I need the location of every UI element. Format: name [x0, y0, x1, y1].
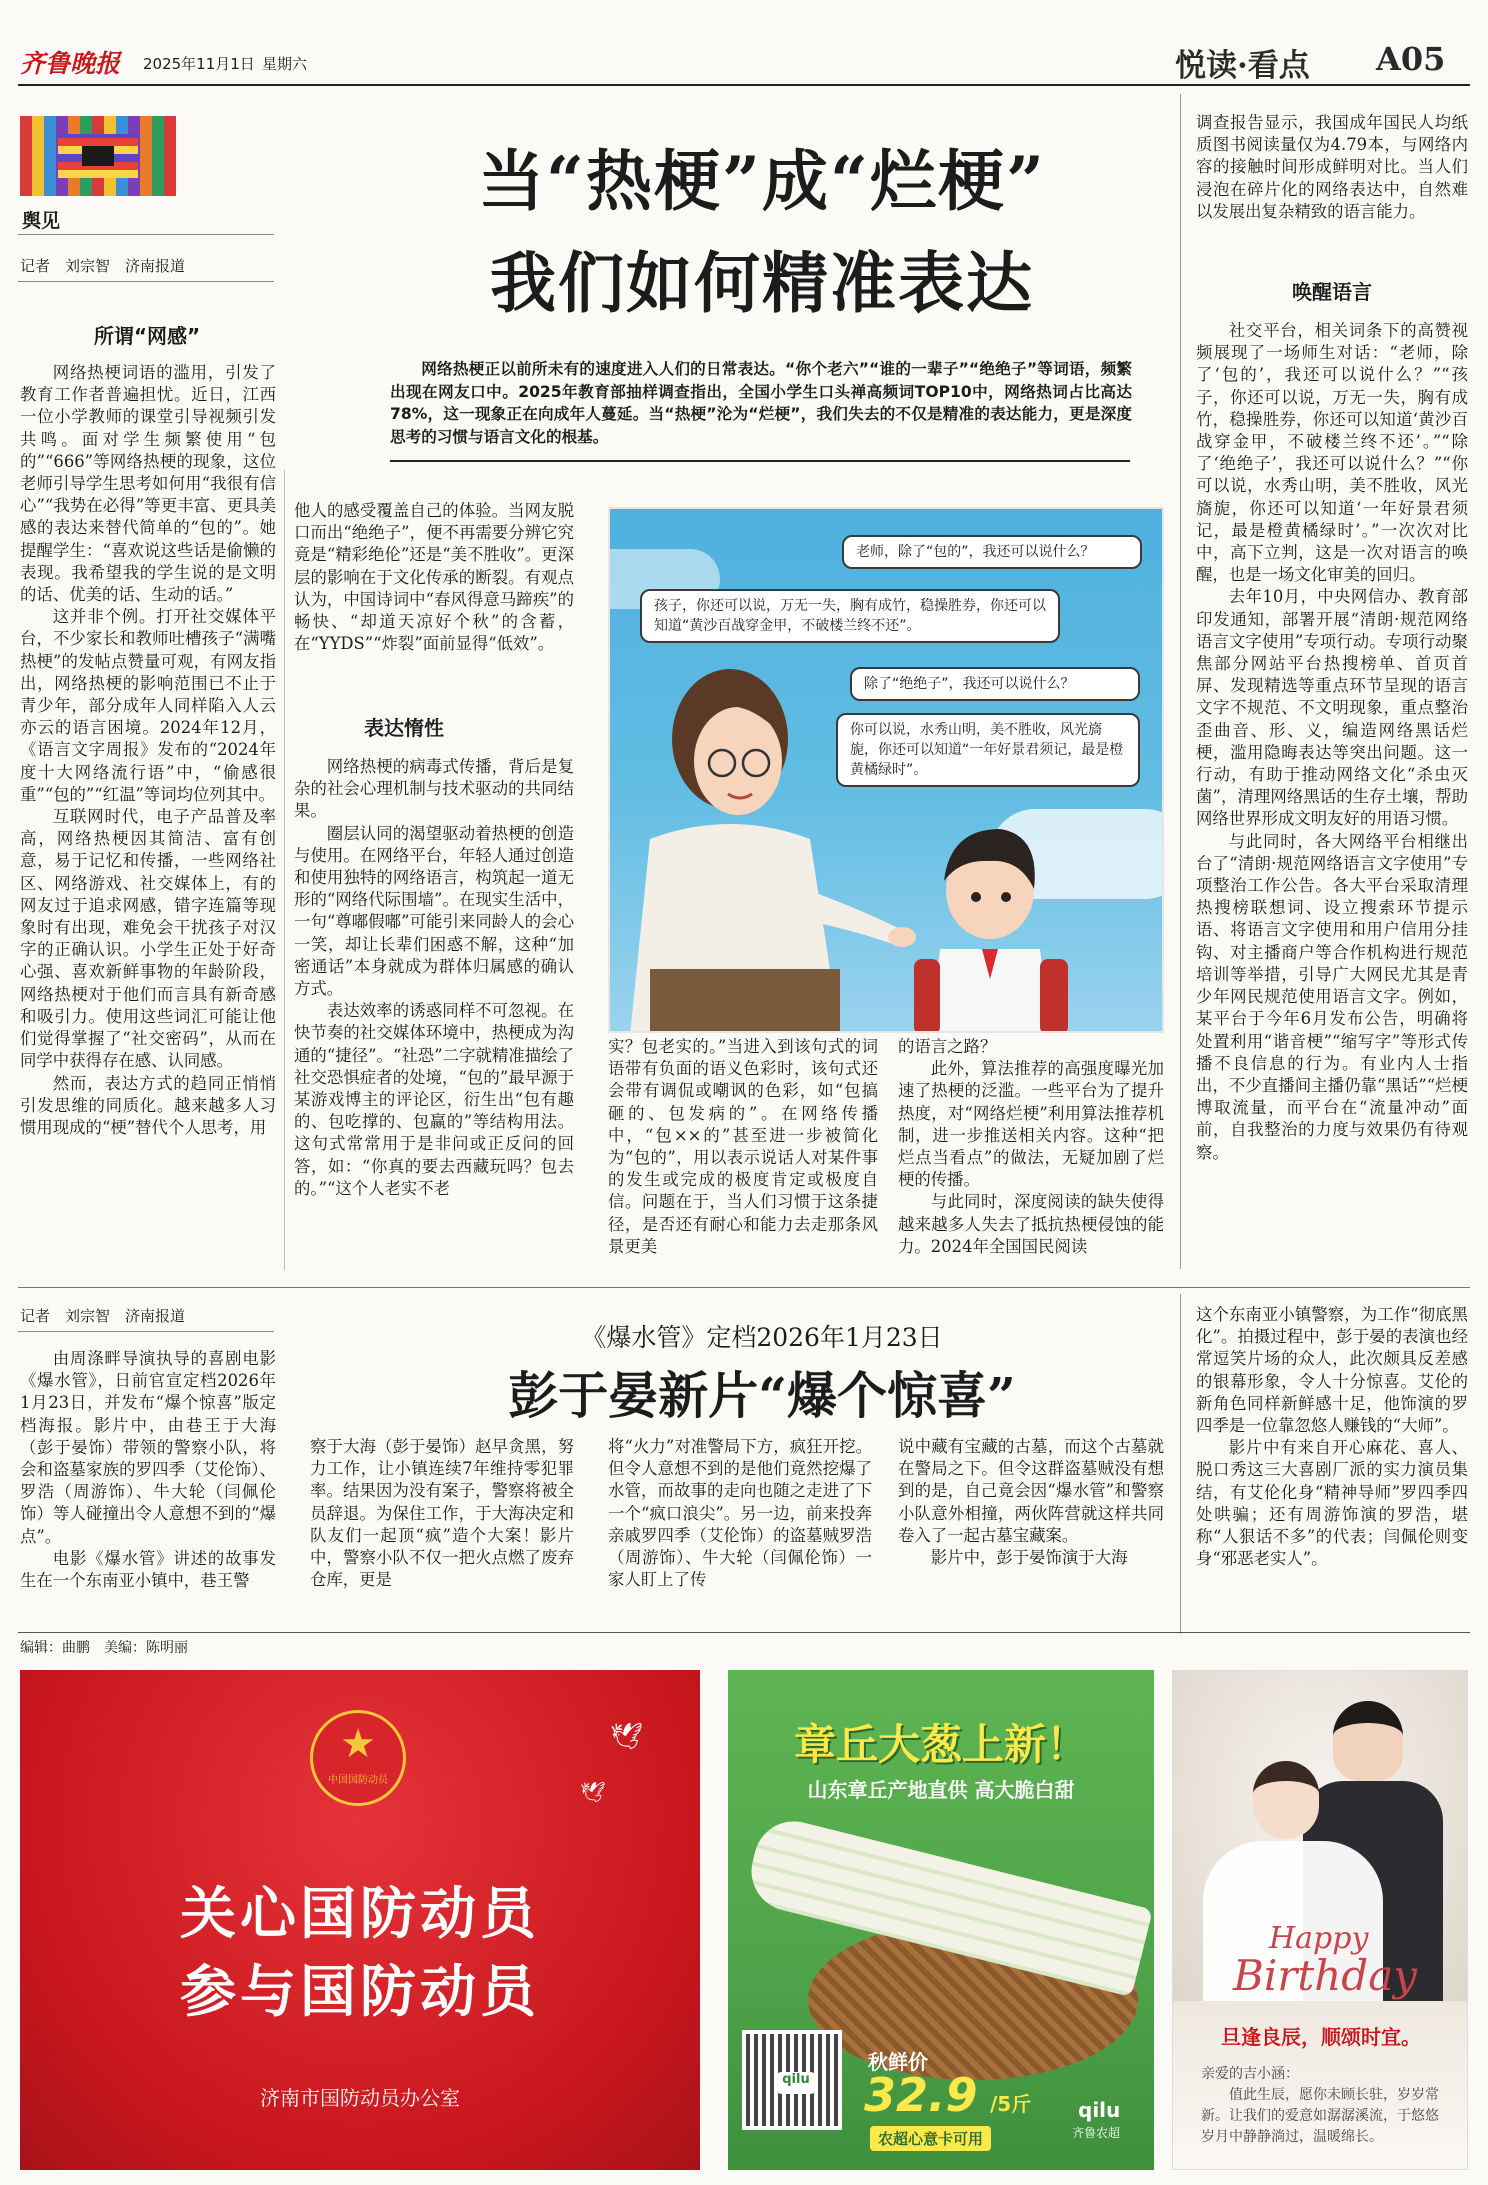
illustration-teacher-student: [608, 507, 1164, 1033]
masthead-date: 2025年11月1日: [143, 55, 255, 73]
ad3-greeting: 亲爱的吉小涵：: [1201, 2066, 1299, 2082]
column-divider: [1180, 94, 1181, 1269]
article1-col2-top: [294, 500, 574, 676]
paragraph: 这个东南亚小镇警察，为工作“彻底黑化”。拍摄过程中，彭于晏的表演也经常逗笑片场的众人，此次颇具反差感的银幕形象，令人十分惊喜。艾伦的新角色同样新鲜感十足，他饰演的罗四季是一位靠忽悠人赚钱的“大师”。: [1196, 1305, 1468, 1436]
emblem-text: 中国国防动员: [328, 1775, 388, 1786]
section-heading-duoxing: 表达惰性: [364, 716, 444, 740]
paragraph: 圈层认同的渴望驱动着热梗的创造与使用。在网络平台，年轻人通过创造和使用独特的网络语言，构筑起一道无形的“网络代际围墙”。在现实生活中，一句“尊嘟假嘟”可能引来同龄人的会心一笑，却让长辈们困惑不解，这种“加密通话”本身就成为群体归属感的确认方式。: [294, 823, 574, 999]
paragraph: 网络热梗的病毒式传播，背后是复杂的社会心理机制与技术驱动的共同结果。: [294, 757, 574, 821]
ad2-title: 章丘大葱上新！: [793, 1720, 1088, 1769]
speech-bubble-teacher-1: 孩子，你还可以说，万无一失，胸有成竹，稳操胜券，你还可以知道“黄沙百战穿金甲，不破楼兰终不还”。: [640, 589, 1060, 643]
article1-title-line1: 当“热梗”成“烂梗”: [478, 142, 1046, 220]
qr-code: [742, 2030, 842, 2130]
masthead-logo: 齐鲁晚报: [20, 49, 121, 78]
article-separator: [18, 1287, 1470, 1288]
column-badge-art: [20, 116, 176, 196]
article1-col5-top: [1196, 112, 1468, 266]
figure-woman: [1253, 1761, 1319, 1839]
ad1-headline-2: 参与国防动员: [180, 1960, 540, 2025]
paragraph: 由周涤畔导演执导的喜剧电影《爆水管》，日前官宣定档2026年1月23日，并发布“爆个惊喜”版定档海报。影片中，由巷王于大海（彭于晏饰）带领的警察小队，将会和盗墓家族的罗四季（艾伦饰）、罗浩（周游饰）、牛大轮（闫佩伦饰）等人碰撞出令人意想不到的“爆点”。: [20, 1349, 276, 1546]
section-heading-huanxing: 唤醒语言: [1292, 280, 1372, 304]
ad3-message: 值此生辰，愿你未顾长驻，岁岁常新。让我们的爱意如潺潺溪流，于悠悠岁月中静静淌过，温暖绵长。: [1201, 2087, 1439, 2145]
paragraph: 调查报告显示，我国成年国民人均纸质图书阅读量仅为4.79本，与网络内容的接触时间形成鲜明对比。当人们浸泡在碎片化的网络表达中，自然难以发展出复杂精致的语言能力。: [1196, 113, 1468, 221]
article1-col5: [1196, 320, 1468, 1268]
byline-rule: [18, 1331, 274, 1332]
column-label: 舆见: [22, 210, 61, 232]
paragraph: 这并非个例。打开社交媒体平台，不少家长和教师吐槽孩子“满嘴热梗”的发帖点赞量可观，有网友指出，网络热梗的影响范围已不止于青少年，部分成年人同样陷入人云亦云的语言困境。2024年12月，《语言文字周报》发布的“2024年度十大网络流行语”中，“偷感很重”“包的”“红温”等词均位列其中。: [20, 607, 276, 804]
article2-col1: [20, 1348, 276, 1614]
column-label-rule: [18, 234, 274, 235]
paragraph: 与此同时，深度阅读的缺失使得越来越多人失去了抵抗热梗侵蚀的能力。2024年全国国民阅读: [898, 1192, 1164, 1256]
paragraph: 的语言之路？: [898, 1037, 997, 1056]
article2-title: 彭于晏新片“爆个惊喜”: [508, 1366, 1016, 1425]
article1-byline: 记者 刘宗智 济南报道: [20, 257, 186, 275]
article2-col2: [310, 1436, 574, 1614]
article2-col3: [608, 1436, 872, 1614]
paragraph: 与此同时，各大网络平台相继出台了“清朗·规范网络语言文字使用”专项整治工作公告。各大平台采取清理热搜榜联想词、设立搜索环节提示语、将语言文字使用和用户信用分挂钩、对主播商户等合作机构进行规范培训等举措，引导广大网民尤其是青少年网民规范使用语言文字。例如，某平台于今年6月发布公告，明确将处置利用“谐音梗”“缩写字”等形式传播不良信息的行为。有业内人士指出，不少直播间主播仍靠“黑话”“烂梗博取流量，而平台在“流量冲动”面前，自我整治的力度与效果仍有待观察。: [1196, 831, 1468, 1162]
paragraph: 表达效率的诱惑同样不可忽视。在快节奏的社交媒体环境中，热梗成为沟通的“捷径”。“社恐”二字就精准描绘了社交恐惧症者的处境，“包的”最早源于某游戏博主的评论区，衍生出“包有趣的、包吃撑的、包赢的”等结构用法。这句式常常用于是非问或正反问的回答，如：“你真的要去西藏玩吗？包去的。”“这个人老实不老: [294, 1001, 574, 1198]
ad3-headline: 旦逢良辰，顺颂时宜。: [1221, 2025, 1421, 2049]
masthead-weekday: 星期六: [262, 55, 308, 73]
paragraph: 互联网时代，电子产品普及率高，网络热梗因其简洁、富有创意，易于记忆和传播，一些网络社区、网络游戏、社交媒体上，有的网友过于追求网感，错字连篇等现象时有出现，难免会干扰孩子对汉字的正确认识。小学生正处于好奇心强、喜欢新鲜事物的年龄阶段，网络热梗对于他们而言具有新奇感和吸引力。使用这些词汇可能让他们觉得掌握了“社交密码”，从而在同学中获得存在感、认同感。: [20, 807, 276, 1071]
lead-rule: [390, 460, 1130, 462]
paragraph: 此外，算法推荐的高强度曝光加速了热梗的泛滥。一些平台为了提升热度，对“网络烂梗”利用算法推荐机制，进一步推送相关内容。这种“把烂点当看点”的做法，无疑加剧了烂梗的传播。: [898, 1059, 1164, 1190]
article2-col5: [1196, 1304, 1468, 1614]
article2-byline: 记者 刘宗智 济南报道: [20, 1307, 186, 1325]
article1-col2: [294, 756, 574, 1268]
dove-icon: 🕊: [580, 1780, 606, 1804]
article2-subtitle: 《爆水管》定档2026年1月23日: [581, 1323, 943, 1352]
figure-man: [1333, 1701, 1403, 1781]
ad1-organization: 济南市国防动员办公室: [260, 2086, 460, 2110]
paragraph: 影片中有来自开心麻花、喜人、脱口秀这三大喜剧厂派的实力演员集结，有艾伦化身“精神导师”罗四季四处哄骗；还有周游饰演的罗浩，堪称“人狠话不多”的代表；闫佩伦则变身“邪恶老实人”。: [1196, 1438, 1468, 1569]
paragraph: 电影《爆水管》讲述的故事发生在一个东南亚小镇中，巷王警: [20, 1548, 276, 1591]
byline-rule: [18, 281, 274, 282]
ad3-script-birthday: Birthday: [1233, 1951, 1417, 2000]
ad3-script-happy: Happy: [1269, 1921, 1369, 1956]
paragraph: 社交平台，相关词条下的高赞视频展现了一场师生对话：“老师，除了‘包的’，我还可以说什么？”“孩子，你还可以说，万无一失，胸有成竹，稳操胜券，你还可以知道‘黄沙百战穿金甲，不破楼兰终不还’。”“除了‘绝绝子’，我还可以说什么？”“你可以说，水秀山明，美不胜收，风光旖旎，你还可以知道‘一年好景君须记，最是橙黄橘绿时’。”一次次对比中，高下立判，这是一次对语言的唤醒，也是一场文化审美的回归。: [1196, 321, 1468, 585]
footer-rule: [18, 1632, 1470, 1633]
ad2-brand-logo: qilu: [1078, 2098, 1121, 2122]
editors-credit: 编辑：曲鹏 美编：陈明丽: [20, 1640, 188, 1656]
defense-emblem-icon: ★ 中国国防动员: [310, 1710, 406, 1806]
article1-lead: [390, 358, 1132, 450]
article1-col4: [898, 1036, 1164, 1268]
column-divider: [284, 470, 285, 1270]
paragraph: 然而，表达方式的趋同正悄悄引发思维的同质化。越来越多人习惯用现成的“梗”替代个人思考，用: [20, 1073, 276, 1137]
dove-icon: 🕊: [610, 1722, 644, 1752]
lead-paragraph: 网络热梗正以前所未有的速度进入人们的日常表达。“你个老六”“谁的一辈子”“绝绝子”等词语，频繁出现在网友口中。2025年教育部抽样调查指出，全国小学生口头禅高频词TOP10中，网络热词占比高达78%，这一现象正在向成年人蔓延。当“热梗”沦为“烂梗”，我们失去的不仅是精准的表达能力，更是深度思考的习惯与语言文化的根基。: [390, 360, 1132, 446]
article1-col1: [20, 362, 276, 1268]
paragraph: 去年10月，中央网信办、教育部印发通知，部署开展“清朗·规范网络语言文字使用”专项行动。专项行动聚焦部分网站平台热搜榜单、首页首屏、发现精选等重点环节呈现的语言文字不规范、不文明现象，重点整治歪曲音、形、义，编造网络黑话烂梗，滥用隐晦表达等突出问题。这一行动，有助于推动网络文化“杀虫灭菌”，清理网络黑话的生存土壤，帮助网络世界形成文明友好的用语习惯。: [1196, 587, 1468, 829]
paragraph: 实？包老实的。”当进入到该句式的词语带有负面的语义色彩时，该句式还会带有调侃或嘲讽的色彩，如“包搞砸的、包发病的”。在网络传播中，“包××的”甚至进一步被简化为“包的”，用以表示说话人对某件事的发生或完成的极度肯定或极度自信。问题在于，当人们习惯于这条捷径，是否还有耐心和能力去走那条风景更美: [608, 1037, 878, 1256]
ad-zhangqiu-scallion: [728, 1670, 1154, 2170]
ad2-price: 32.9: [864, 2068, 978, 2122]
ad-national-defense: [20, 1670, 700, 2170]
qilu-logo: qilu: [774, 2072, 818, 2094]
ad2-subtitle: 山东章丘产地直供 高大脆白甜: [807, 1778, 1075, 1802]
article1-col3: [608, 1036, 878, 1268]
ad1-headline-1: 关心国防动员: [180, 1882, 540, 1947]
ad2-price-label: 秋鲜价: [868, 2050, 928, 2074]
page-number: A05: [1376, 40, 1446, 78]
article2-col4: [898, 1436, 1164, 1614]
ad2-unit: /5斤: [990, 2092, 1032, 2116]
section-heading-wanggan: 所谓“网感”: [93, 324, 201, 348]
section-name: 悦读·看点: [1175, 48, 1310, 84]
paragraph: 察于大海（彭于晏饰）赵早贪黑，努力工作，让小镇连续7年维持零犯罪率。结果因为没有案子，警察将被全员辞退。为保住工作，于大海决定和队友们一起顶“疯”造个大案！影片中，警察小队不仅一把火点燃了废弃仓库，更是: [310, 1437, 574, 1590]
paragraph: 说中藏有宝藏的古墓，而这个古墓就在警局之下。但令这群盗墓贼没有想到的是，自己竟会因“爆水管”和警察小队意外相撞，两伙阵营就这样共同卷入了一起古墓宝藏案。: [898, 1437, 1164, 1545]
paragraph: 网络热梗词语的滥用，引发了教育工作者普遍担忧。近日，江西一位小学教师的课堂引导视频引发共鸣。面对学生频繁使用“包的”“666”等网络热梗的现象，这位老师引导学生思考如何用“我很有信心”“我势在必得”等更丰富、更具美感的表达来替代简单的“包的”。她提醒学生：“喜欢说这些话是偷懒的表现。我希望我的学生说的是文明的话、优美的话、生动的话。”: [20, 363, 276, 605]
column-divider: [1180, 1294, 1181, 1634]
ad2-brand-name: 齐鲁农超: [1072, 2126, 1121, 2140]
paragraph: 影片中，彭于晏饰演于大海: [930, 1548, 1128, 1568]
speech-bubble-student-2: 除了“绝绝子”，我还可以说什么？: [850, 667, 1140, 701]
paragraph: 将“火力”对准警局下方，疯狂开挖。但令人意想不到的是他们竟然挖爆了水管，而故事的走向也随之走进了下一个“疯口浪尖”。另一边，前来投奔亲戚罗四季（艾伦饰）的盗墓贼罗浩（周游饰）、牛大轮（闫佩伦饰）一家人盯上了传: [608, 1437, 872, 1590]
paragraph: 他人的感受覆盖自己的体验。当网友脱口而出“绝绝子”，便不再需要分辨它究竟是“精彩绝伦”还是“美不胜收”。更深层的影响在于文化传承的断裂。有观点认为，中国诗词中“春风得意马蹄疾”的畅快、“却道天凉好个秋”的含蓄，在“YYDS”“炸裂”面前显得“低效”。: [294, 501, 574, 654]
masthead-rule: [18, 84, 1470, 86]
ad-birthday-greeting: [1172, 1670, 1468, 2170]
ad2-note: 农超心意卡可用: [870, 2126, 991, 2151]
article1-title-line2: 我们如何精准表达: [490, 244, 1034, 322]
speech-bubble-teacher-2: 你可以说，水秀山明，美不胜收，风光旖旎，你还可以知道“一年好景君须记，最是橙黄橘绿时”。: [836, 713, 1140, 787]
speech-bubble-student-1: 老师，除了“包的”，我还可以说什么？: [842, 535, 1142, 569]
